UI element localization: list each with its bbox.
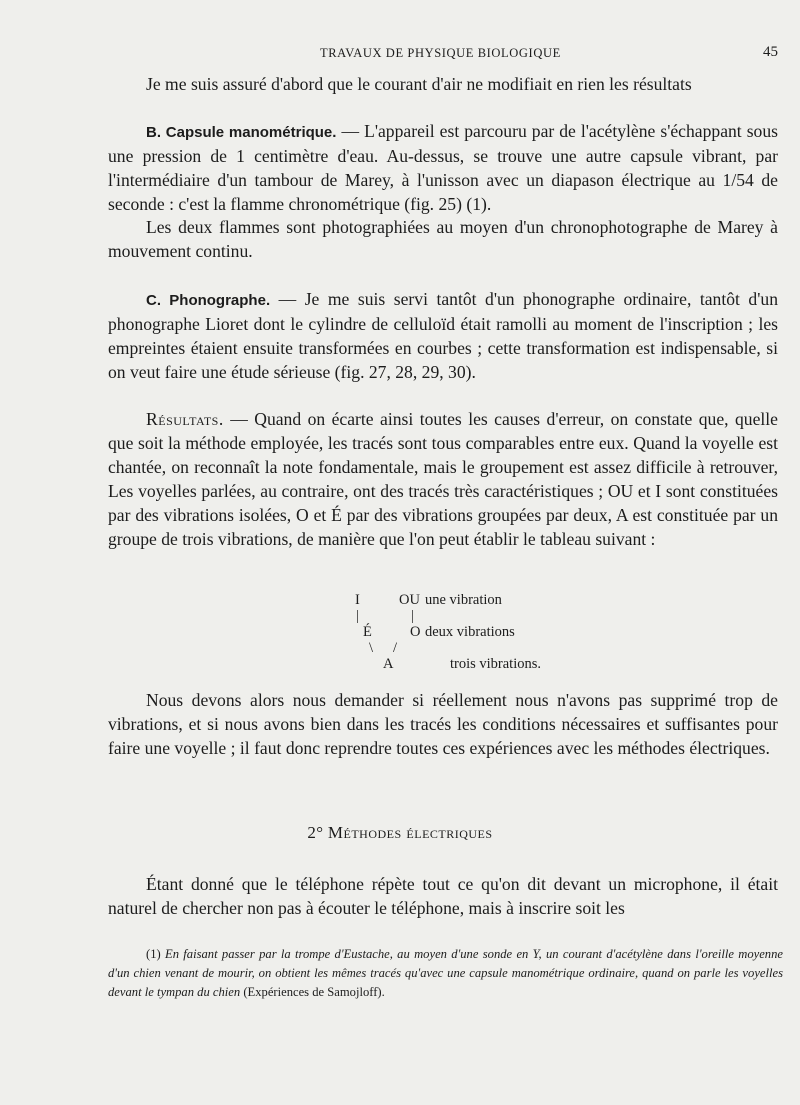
- footnote-body: En faisant passer par la trompe d'Eustache, au moyen d'une sonde en Y, un courant d'acétylène dans l'oreille moyenne d'un chien venant de mourir, on obtient les mêmes tracés qu'avec une capsule manométrique ordinaire, quand on parle les voyelles devant le tympan du chien: [108, 947, 783, 999]
- paragraph-1: Je me suis assuré d'abord que le courant d'air ne modifiait en rien les résultats: [146, 74, 692, 94]
- schema-bar-mid: |: [411, 608, 414, 624]
- paragraph-telephone: Étant donné que le téléphone répète tout ce qu'on dit devant un microphone, il était naturel de chercher non pas à écouter le téléphone, mais à inscrire soit les: [108, 874, 778, 918]
- vowel-vibration-schema: [355, 592, 565, 674]
- paragraph-capsule: [108, 120, 778, 217]
- paragraph-capsule-text: — L'appareil est parcouru par de l'acétylène s'échappant sous une pression de 1 centimètre d'eau. Au-dessus, se trouve une autre capsule vibrant, par l'intermédiaire d'un tambour de Marey, à l'unisson avec un diapason électrique au 1/54 de seconde : c'est la flamme chronométrique (fig. 25) (1).: [108, 121, 778, 214]
- schema-label-three: trois vibrations.: [449, 656, 541, 672]
- schema-vowel-i: I: [355, 592, 360, 608]
- section-heading: [0, 823, 800, 843]
- footnote-source: (Expériences de Samojloff).: [240, 985, 385, 999]
- paragraph-resultats-text: — Quand on écarte ainsi toutes les causes d'erreur, on constate que, quelle que soit la méthode employée, les tracés sont tous comparables entre eux. Quand la voyelle est chantée, on reconnaît la note fondamentale, mais le groupement est assez difficile à retrouver, Les voyelles parlées, au contraire, ont des tracés très caractéristiques ; OU et I sont constituées par des vibrations isolées, O et É par des vibrations groupées par deux, A est constituée par un groupe de trois vibrations, de manière que l'on peut établir le tableau suivant :: [108, 409, 778, 549]
- section-number: 2°: [307, 823, 324, 842]
- schema-vowel-o: O: [410, 624, 421, 640]
- paragraph-chronophotographe: Les deux flammes sont photographiées au moyen d'un chronophotographe de Marey à mouvement continu.: [108, 217, 778, 261]
- paragraph-phonographe: [108, 288, 778, 385]
- running-header: [108, 44, 778, 64]
- schema-bar-left: |: [356, 608, 359, 624]
- results-label: Résultats.: [146, 409, 224, 429]
- footnote: [108, 945, 783, 1002]
- paragraph-phonographe-text: — Je me suis servi tantôt d'un phonographe ordinaire, tantôt d'un phonographe Lioret dont le cylindre de celluloïd était ramolli au moment de l'inscription ; les empreintes étaient ensuite transformées en courbes ; cette transformation est indispensable, si on veut faire une étude sérieuse (fig. 27, 28, 29, 30).: [108, 289, 778, 382]
- page-number: 45: [763, 44, 778, 60]
- schema-vowel-a: A: [383, 656, 394, 672]
- schema-label-one: une vibration: [425, 592, 502, 608]
- schema-vowel-e: É: [363, 624, 372, 640]
- section-label-b: B. Capsule manométrique.: [146, 124, 337, 141]
- section-title: Méthodes électriques: [327, 823, 493, 842]
- schema-slash-right: /: [393, 640, 398, 656]
- running-title: TRAVAUX DE PHYSIQUE BIOLOGIQUE: [320, 46, 561, 60]
- schema-label-two: deux vibrations: [425, 624, 515, 640]
- paragraph-question: Nous devons alors nous demander si réellement nous n'avons pas supprimé trop de vibrations, et si nous avons bien dans les tracés les conditions nécessaires et suffisantes pour faire une voyelle ; il faut donc reprendre toutes ces expériences avec les méthodes électriques.: [108, 690, 778, 758]
- paragraph-resultats: [108, 408, 778, 551]
- schema-vowel-ou: OU: [399, 592, 420, 608]
- footnote-marker: (1): [146, 947, 161, 961]
- section-label-c: C. Phonographe.: [146, 292, 271, 309]
- schema-slash-left: \: [369, 640, 374, 656]
